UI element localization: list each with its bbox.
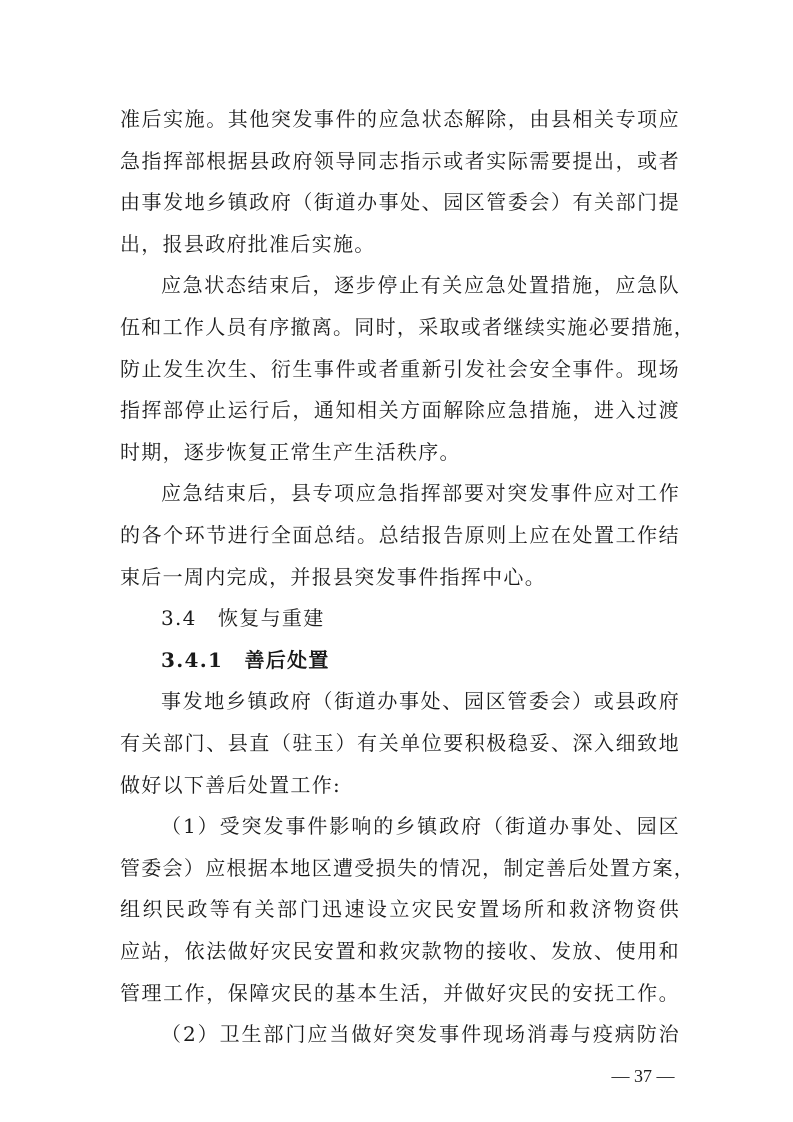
- list-item-first-line: （1）受突发事件影响的乡镇政府（街道办事处、园区: [161, 814, 680, 838]
- body-text-line: 束后一周内完成，并报县突发事件指挥中心。: [120, 565, 546, 589]
- body-text-line: 管委会）应根据本地区遭受损失的情况，制定善后处置方案，: [120, 856, 696, 880]
- body-text-line: 时期，逐步恢复正常生产生活秩序。: [120, 440, 461, 464]
- body-text-line: 管理工作，保障灾民的基本生活，并做好灾民的安抚工作。: [120, 981, 680, 1005]
- page-number: — 37 —: [611, 1066, 675, 1086]
- body-text-line: 防止发生次生、衍生事件或者重新引发社会安全事件。现场: [120, 357, 680, 381]
- body-text-line: 的各个环节进行全面总结。总结报告原则上应在处置工作结: [120, 523, 680, 547]
- list-item-first-line: （2）卫生部门应当做好突发事件现场消毒与疫病防治: [161, 1022, 680, 1046]
- body-text-line: 应站，依法做好灾民安置和救灾款物的接收、发放、使用和: [120, 939, 680, 963]
- body-text-line: 由事发地乡镇政府（街道办事处、园区管委会）有关部门提: [120, 190, 680, 214]
- paragraph-first-line: 应急结束后，县专项应急指挥部要对突发事件应对工作: [161, 481, 680, 505]
- body-text-line: 伍和工作人员有序撤离。同时，采取或者继续实施必要措施，: [120, 315, 696, 339]
- body-text-line: 指挥部停止运行后，通知相关方面解除应急措施，进入过渡: [120, 398, 680, 422]
- body-text-line: 有关部门、县直（驻玉）有关单位要积极稳妥、深入细致地: [120, 731, 680, 755]
- body-text-line: 做好以下善后处置工作:: [120, 773, 342, 797]
- paragraph-first-line: 事发地乡镇政府（街道办事处、园区管委会）或县政府: [161, 689, 680, 713]
- body-text-line: 急指挥部根据县政府领导同志指示或者实际需要提出，或者: [120, 149, 680, 173]
- section-heading: 3.4 恢复与重建: [161, 606, 325, 630]
- body-text-line: 准后实施。其他突发事件的应急状态解除，由县相关专项应: [120, 107, 680, 131]
- subsection-heading: 3.4.1 善后处置: [161, 648, 330, 672]
- body-text-line: 组织民政等有关部门迅速设立灾民安置场所和救济物资供: [120, 897, 680, 921]
- body-text-line: 出，报县政府批准后实施。: [120, 232, 376, 256]
- paragraph-first-line: 应急状态结束后，逐步停止有关应急处置措施，应急队: [161, 273, 680, 297]
